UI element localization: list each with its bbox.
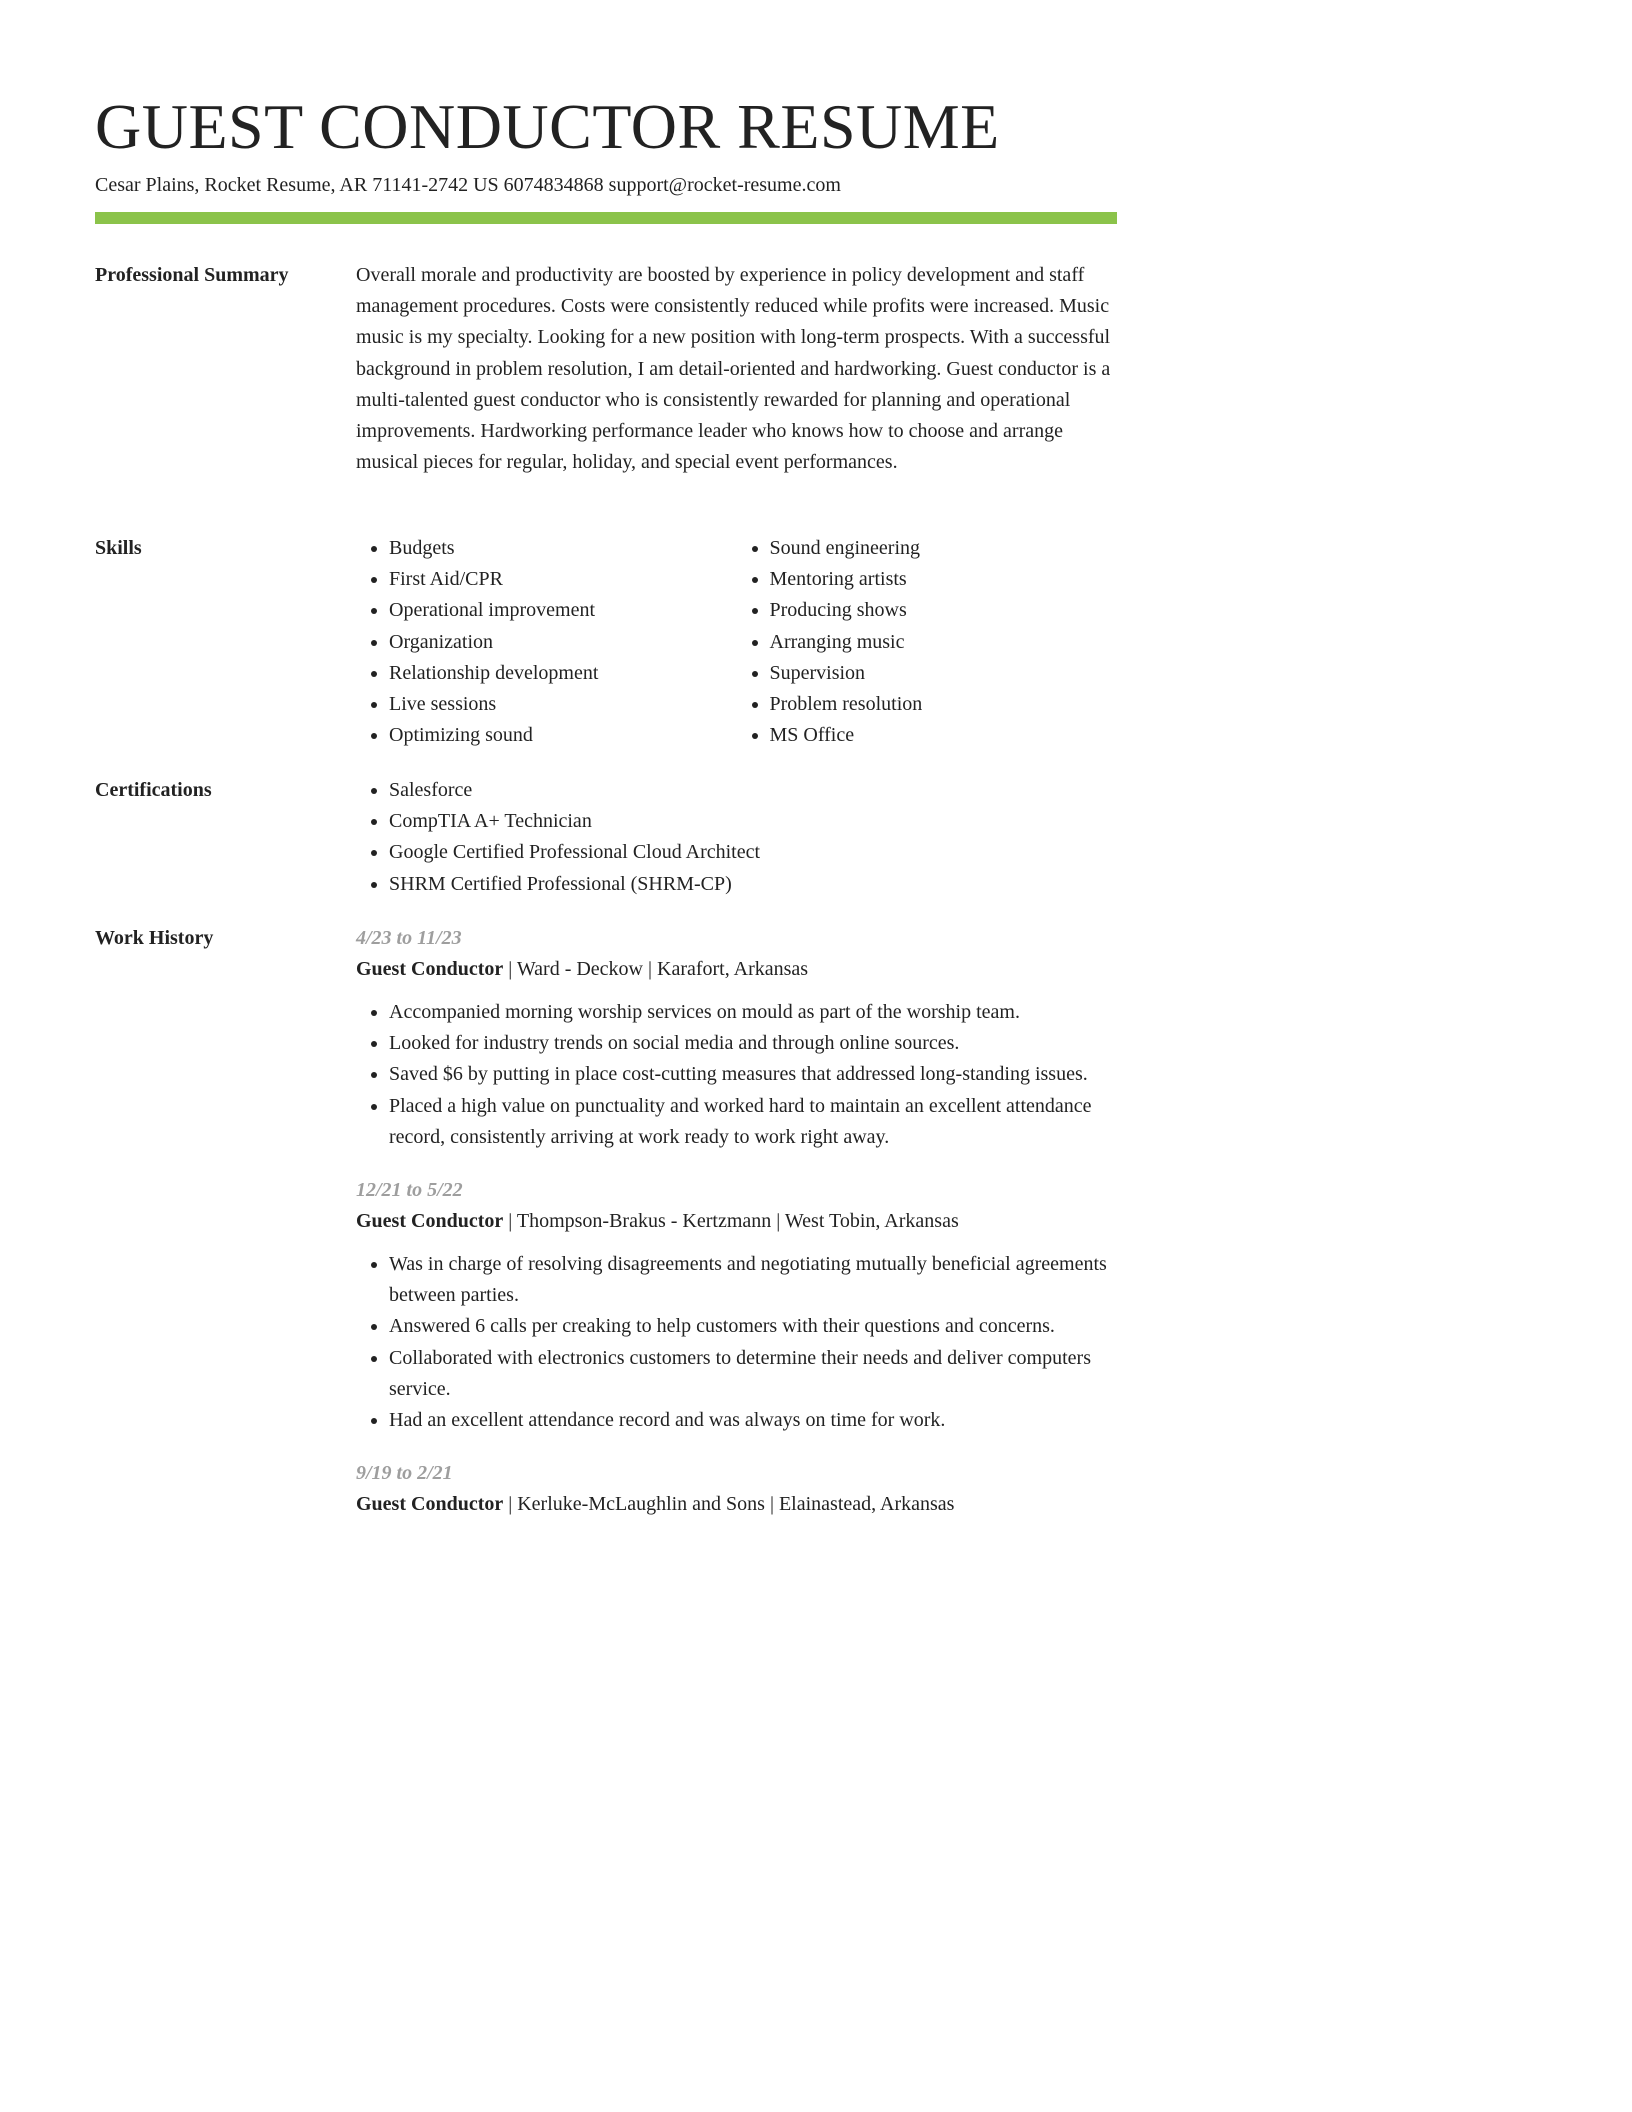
skill-item: • First Aid/CPR <box>389 564 737 595</box>
job-entry <box>356 1175 1117 1436</box>
skill-item: • Budgets <box>389 533 737 564</box>
certification-item: • Google Certified Professional Cloud Architect <box>389 837 1117 868</box>
job-dates: 12/21 to 5/22 <box>356 1179 463 1202</box>
section-label-certifications: Certifications <box>95 779 212 801</box>
skill-item: • MS Office <box>770 720 1118 751</box>
job-title: Guest Conductor <box>356 1210 504 1233</box>
job-title: Guest Conductor <box>356 958 504 980</box>
skill-item: • Arranging music <box>770 627 1118 658</box>
section-label-summary: Professional Summary <box>95 264 289 286</box>
job-bullet: • Had an excellent attendance record and was always on time for work. <box>389 1405 1117 1436</box>
skills-list-right <box>737 533 1118 751</box>
skill-item: • Mentoring artists <box>770 564 1118 595</box>
job-details: | Kerluke-McLaughlin and Sons | Elainastead, Arkansas <box>503 1493 955 1516</box>
job-bullet: • Accompanied morning worship services on mould as part of the worship team. <box>389 997 1117 1028</box>
job-entry <box>356 1458 1117 1520</box>
certification-item: • Salesforce <box>389 775 1117 806</box>
job-heading <box>356 1206 1117 1237</box>
job-bullet: • Placed a high value on punctuality and worked hard to maintain an excellent attendance record, consistently arriving at work ready to work right away. <box>389 1091 1117 1153</box>
skill-item: • Producing shows <box>770 595 1118 626</box>
job-title: Guest Conductor <box>356 1493 504 1516</box>
skill-item: • Organization <box>389 627 737 658</box>
skill-item: • Optimizing sound <box>389 720 737 751</box>
job-heading <box>356 1489 1117 1520</box>
job-heading <box>356 954 1117 985</box>
job-bullet: • Looked for industry trends on social media and through online sources. <box>389 1028 1117 1059</box>
section-label-work-history: Work History <box>95 927 214 949</box>
skill-item: • Relationship development <box>389 658 737 689</box>
job-bullet: • Saved $6 by putting in place cost-cutting measures that addressed long-standing issues. <box>389 1059 1117 1090</box>
skill-item: • Live sessions <box>389 689 737 720</box>
header-divider <box>95 212 1117 224</box>
skills-list-left <box>356 533 737 751</box>
resume-title: GUEST CONDUCTOR RESUME <box>95 91 1000 162</box>
job-bullet: • Collaborated with electronics customers to determine their needs and deliver computers service. <box>389 1343 1117 1405</box>
skill-item: • Supervision <box>770 658 1118 689</box>
skill-item: • Operational improvement <box>389 595 737 626</box>
skill-item: • Problem resolution <box>770 689 1118 720</box>
section-label-skills: Skills <box>95 537 142 559</box>
job-bullet: • Answered 6 calls per creaking to help customers with their questions and concerns. <box>389 1311 1117 1342</box>
job-dates: 9/19 to 2/21 <box>356 1462 453 1485</box>
job-entry <box>356 923 1117 1153</box>
job-details: | Ward - Deckow | Karafort, Arkansas <box>503 958 809 980</box>
certification-item: • SHRM Certified Professional (SHRM-CP) <box>389 869 1117 900</box>
job-bullets <box>356 997 1117 1153</box>
job-details: | Thompson-Brakus - Kertzmann | West Tobin, Arkansas <box>503 1210 959 1233</box>
skill-item: • Sound engineering <box>770 533 1118 564</box>
contact-line: Cesar Plains, Rocket Resume, AR 71141-2742 US 6074834868 support@rocket-resume.com <box>95 174 841 196</box>
job-bullets <box>356 1249 1117 1436</box>
job-bullet: • Was in charge of resolving disagreements and negotiating mutually beneficial agreements between parties. <box>389 1249 1117 1311</box>
certification-item: • CompTIA A+ Technician <box>389 806 1117 837</box>
certifications-list <box>356 775 1117 900</box>
job-dates: 4/23 to 11/23 <box>356 927 462 949</box>
summary-text: Overall morale and productivity are boosted by experience in policy development and staff management procedures. Costs were consistently reduced while profits were increased. Music music is my specialty. Looking for a new position with long-term prospects. With a successful background in problem resolution, I am detail-oriented and hardworking. Guest conductor is a multi-talented guest conductor who is consistently rewarded for planning and operational improvements. Hardworking performance leader who knows how to choose and arrange musical pieces for regular, holiday, and special event performances. <box>356 264 1111 474</box>
